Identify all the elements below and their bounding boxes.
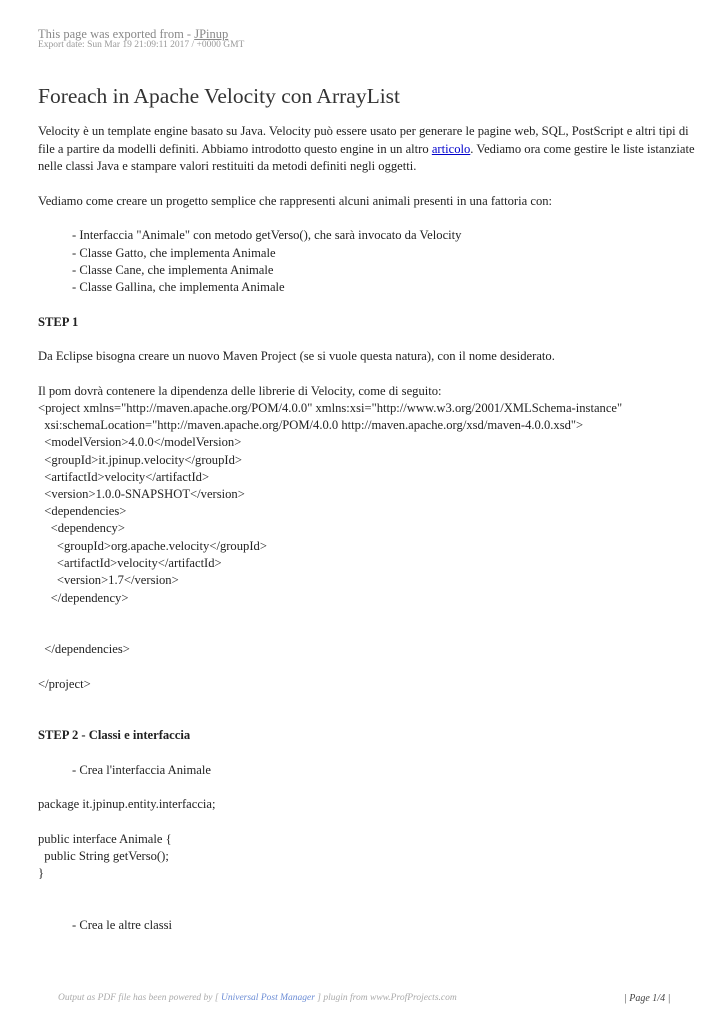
code-line: <artifactId>velocity</artifactId> xyxy=(38,470,210,484)
plugin-link[interactable]: Universal Post Manager xyxy=(220,993,315,1003)
intro-line-1: Velocity è un template engine basato su Java. Velocity può essere usato per generare le pagine web, SQL, PostScript e altri tipi di xyxy=(38,124,689,138)
list-item: - Crea l'interfaccia Animale xyxy=(72,763,211,777)
code-line: <version>1.0.0-SNAPSHOT</version> xyxy=(38,487,245,501)
export-date: Export date: Sun Mar 19 21:09:11 2017 / +0000 GMT xyxy=(38,40,245,50)
step1-heading: STEP 1 xyxy=(38,315,79,329)
code-line: </dependency> xyxy=(38,591,129,605)
code-line: package it.jpinup.entity.interfaccia; xyxy=(38,797,216,811)
list-item: - Interfaccia "Animale" con metodo getVerso(), che sarà invocato da Velocity xyxy=(72,228,462,242)
code-line: <dependency> xyxy=(38,521,125,535)
intro-line-3: nelle classi Java e stampare valori restituiti da metodi definiti negli oggetti. xyxy=(38,159,417,173)
step1-text: Da Eclipse bisogna creare un nuovo Maven Project (se si vuole questa natura), con il nome desiderato. xyxy=(38,349,555,363)
code-line: <dependencies> xyxy=(38,504,127,518)
intro-line-2: file a partire da modelli definiti. Abbiamo introdotto questo engine in un altro articolo. Vediamo ora come gestire le liste istanziate xyxy=(38,142,695,156)
code-line: <groupId>it.jpinup.velocity</groupId> xyxy=(38,453,242,467)
code-line: <project xmlns="http://maven.apache.org/POM/4.0.0" xmlns:xsi="http://www.w3.org/2001/XMLSchema-instance" xyxy=(38,401,623,415)
code-line: <modelVersion>4.0.0</modelVersion> xyxy=(38,435,242,449)
list-item: - Crea le altre classi xyxy=(72,918,172,932)
pdf-footer: Output as PDF file has been powered by [ Universal Post Manager ] plugin from www.ProfProjects.com xyxy=(58,993,457,1003)
code-line: <groupId>org.apache.velocity</groupId> xyxy=(38,539,267,553)
site-link[interactable]: JPinup xyxy=(194,27,229,41)
code-line: xsi:schemaLocation="http://maven.apache.org/POM/4.0.0 http://maven.apache.org/xsd/maven-4.0.0.xsd"> xyxy=(38,418,584,432)
code-line: </project> xyxy=(38,677,91,691)
export-notice: This page was exported from - JPinup xyxy=(38,27,229,41)
code-line: </dependencies> xyxy=(38,642,130,656)
code-line: <artifactId>velocity</artifactId> xyxy=(38,556,222,570)
articolo-link[interactable]: articolo xyxy=(431,142,471,156)
step2-heading: STEP 2 - Classi e interfaccia xyxy=(38,728,191,742)
list-item: - Classe Gatto, che implementa Animale xyxy=(72,246,276,260)
code-line: public String getVerso(); xyxy=(38,849,169,863)
code-line: <version>1.7</version> xyxy=(38,573,179,587)
code-line: } xyxy=(38,866,45,880)
page-title: Foreach in Apache Velocity con ArrayList xyxy=(38,84,401,108)
code-line: public interface Animale { xyxy=(38,832,172,846)
list-item: - Classe Cane, che implementa Animale xyxy=(72,263,274,277)
pom-intro: Il pom dovrà contenere la dipendenza delle librerie di Velocity, come di seguito: xyxy=(38,384,442,398)
list-item: - Classe Gallina, che implementa Animale xyxy=(72,280,285,294)
project-intro: Vediamo come creare un progetto semplice che rappresenti alcuni animali presenti in una fattoria con: xyxy=(38,194,553,208)
page-number: | Page 1/4 | xyxy=(624,993,671,1004)
